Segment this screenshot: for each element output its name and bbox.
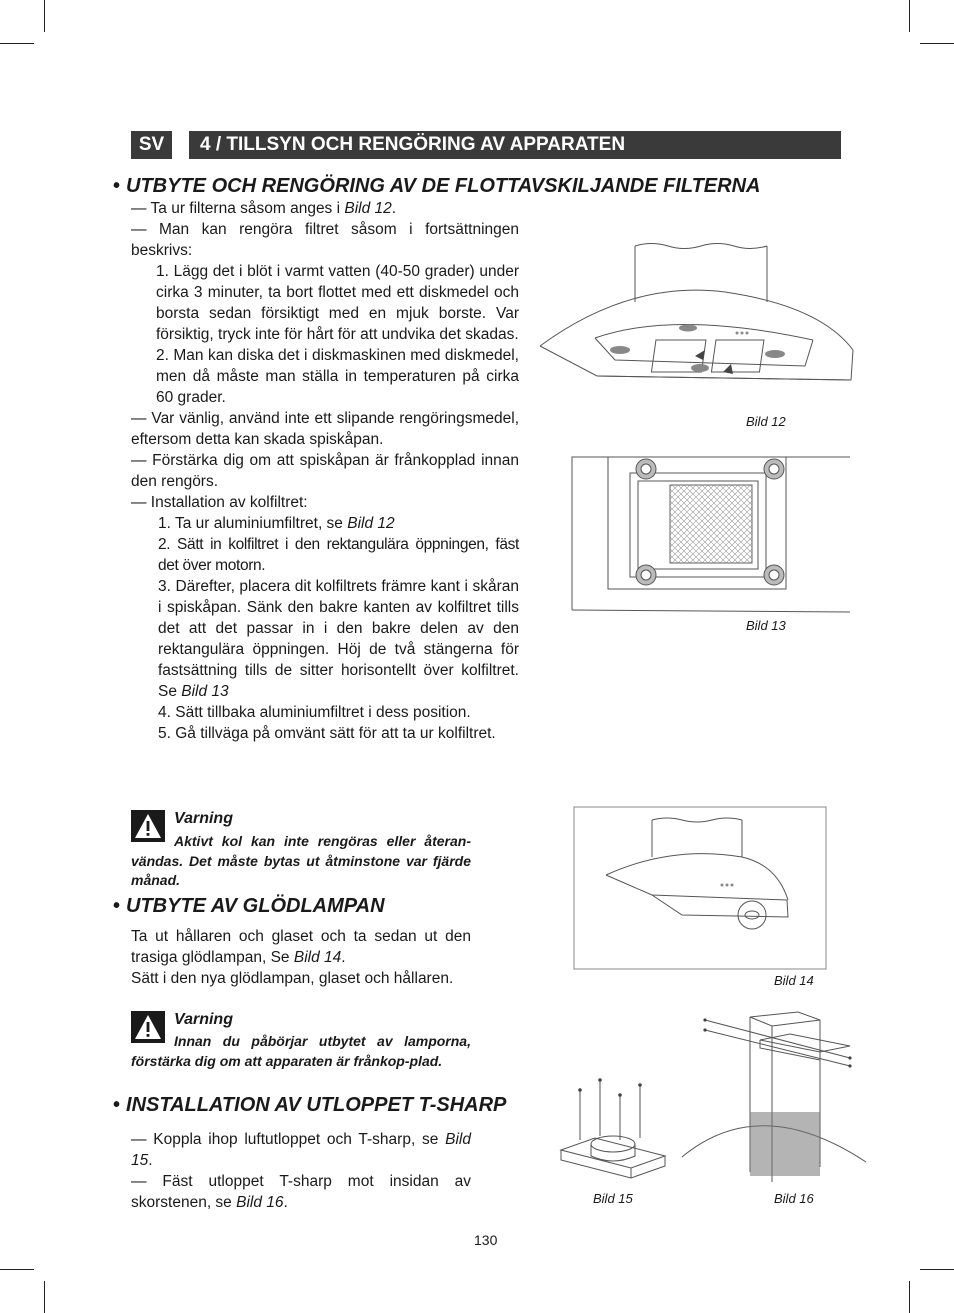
paragraph: 1. Lägg det i blöt i varmt vatten (40-50 grader) under cirka 3 minuter, ta bort flottet med ett diskmedel och borsta sedan försiktigt med en mjuk borste. Var försiktig, tryck inte för hårt för att undvika det skadas. (156, 263, 519, 343)
paragraph: — Koppla ihop luftutloppet och T-sharp, se Bild 15. (131, 1131, 471, 1169)
figure-caption: Bild 15 (593, 1191, 633, 1206)
crop-mark (909, 1281, 910, 1313)
crop-mark (920, 1269, 954, 1270)
paragraph: 3. Därefter, placera dit kolfiltrets främre kant i skåran i spiskåpan. Sänk den bakre kanten av kolfiltret tills det att det passar in i den bakre delen av den rektangulära öppningen. Höj de två stängerna för fastsättning tills de sitter horisontellt över kolfiltret. Se Bild 13 (158, 578, 519, 700)
paragraph: 2. Sätt in kolfiltret i den rektangulära öppningen, fäst det över motorn. (158, 536, 519, 574)
figure-caption: Bild 12 (746, 414, 786, 429)
warning-text: Innan du påbörjar utbytet av lamporna, förstärka dig om att apparaten är frånkop-plad. (131, 1033, 471, 1069)
figure-caption: Bild 14 (774, 973, 814, 988)
paragraph: 5. Gå tillväga på omvänt sätt för att ta ur kolfiltret. (158, 725, 496, 742)
figure-caption: Bild 13 (746, 618, 786, 633)
paragraph: — Ta ur filterna såsom anges i Bild 12. (131, 200, 397, 217)
crop-mark (0, 43, 34, 44)
paragraph: 2. Man kan diska det i diskmaskinen med diskmedel, men då måste man ställa in temperaturen på cirka 60 grader. (156, 347, 519, 406)
warning-title: Varning (174, 810, 233, 827)
section-body-filters (131, 198, 519, 744)
figure-bild12 (535, 240, 855, 390)
paragraph: Sätt i den nya glödlampan, glaset och hållaren. (131, 970, 454, 987)
paragraph: — Fäst utloppet T-sharp mot insidan av skorstenen, se Bild 16. (131, 1173, 471, 1211)
section-heading-filters: • UTBYTE OCH RENGÖRING AV DE FLOTTAVSKILJANDE FILTERNA (113, 175, 761, 197)
page-number: 130 (474, 1232, 498, 1248)
figure-bild16 (680, 1012, 870, 1192)
section-heading-lamp: • UTBYTE AV GLÖDLAMPAN (113, 895, 385, 917)
crop-mark (920, 43, 954, 44)
paragraph: 4. Sätt tillbaka aluminiumfiltret i dess position. (158, 704, 471, 721)
warning-text: Aktivt kol kan inte rengöras eller återan-vändas. Det måste bytas ut åtminstone var fjärde månad. (131, 833, 471, 888)
paragraph: — Förstärka dig om att spiskåpan är frånkopplad innan den rengörs. (131, 452, 519, 490)
figure-bild13 (570, 455, 852, 615)
paragraph: — Var vänlig, använd inte ett slipande rengöringsmedel, eftersom detta kan skada spiskåpan. (131, 410, 519, 448)
paragraph: — Man kan rengöra filtret såsom i fortsättningen beskrivs: (131, 221, 519, 259)
section-body-lamp (131, 926, 471, 989)
paragraph: Ta ut hållaren och glaset och ta sedan ut den trasiga glödlampan, Se Bild 14. (131, 928, 471, 966)
section-heading-tsharp: • INSTALLATION AV UTLOPPET T-SHARP (113, 1094, 507, 1116)
crop-mark (44, 0, 45, 32)
section-body-tsharp (131, 1129, 471, 1213)
crop-mark (44, 1281, 45, 1313)
figure-caption: Bild 16 (774, 1191, 814, 1206)
figure-bild15 (555, 1070, 675, 1180)
crop-mark (909, 0, 910, 32)
paragraph: — Installation av kolfiltret: (131, 494, 308, 511)
figure-bild14 (572, 805, 830, 973)
language-badge: SV (131, 131, 172, 159)
warning-title: Varning (174, 1011, 233, 1028)
paragraph: 1. Ta ur aluminiumfiltret, se Bild 12 (158, 515, 395, 532)
crop-mark (0, 1269, 34, 1270)
chapter-title: 4 / TILLSYN OCH RENGÖRING AV APPARATEN (189, 131, 841, 159)
